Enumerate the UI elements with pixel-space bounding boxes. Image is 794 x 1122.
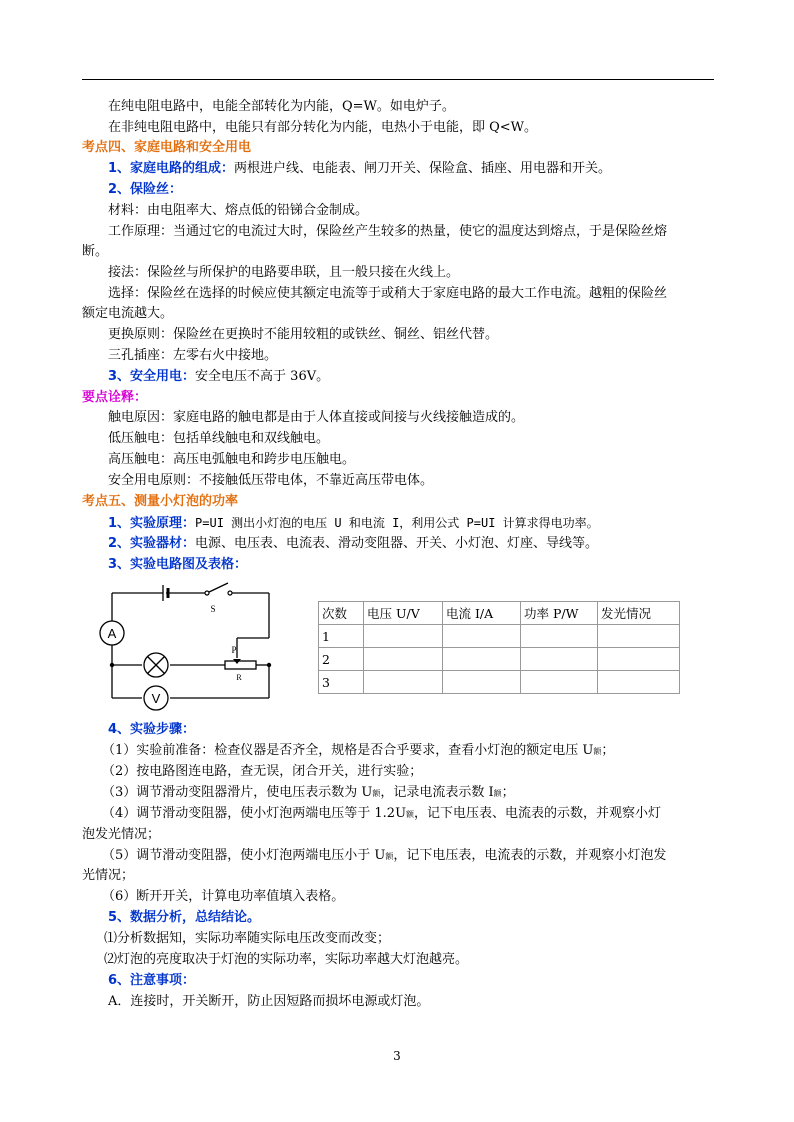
heading-text: P=UI 测出小灯泡的电压 U 和电流 I，利用公式 P=UI 计算求得电功率。 xyxy=(195,516,599,530)
rated-subscript: 额 xyxy=(385,852,394,861)
rated-subscript: 额 xyxy=(493,789,502,798)
fuse-selection: 选择：保险丝在选择的时候应使其额定电流等于或稍大于家庭电路的最大工作电流。越粗的保险丝 xyxy=(108,286,668,301)
rated-subscript: 额 xyxy=(593,747,602,756)
paragraph-pure-resistance: 在纯电阻电路中，电能全部转化为内能，Q=W。如电炉子。 xyxy=(108,99,455,114)
step-text: （4）调节滑动变阻器，使小灯泡两端电压等于 1.2U xyxy=(102,806,407,821)
section-title-4: 考点四、家庭电路和安全用电 xyxy=(82,140,252,155)
table-header-row xyxy=(319,602,680,625)
page-number: 3 xyxy=(393,1049,401,1063)
heading-label: 3、安全用电： xyxy=(108,369,196,384)
circuit-heading xyxy=(82,555,740,575)
table-header: 次数 xyxy=(319,602,364,625)
voltmeter-label: V xyxy=(151,691,161,706)
fuse-material: 材料：由电阻率大、熔点低的铅锑合金制成。 xyxy=(108,203,369,218)
switch-contact xyxy=(228,591,232,595)
circuit-diagram xyxy=(92,578,282,713)
heading-label: 3、实验电路图及表格： xyxy=(108,557,248,572)
table-row xyxy=(319,625,680,648)
conclusion-1: ⑴分析数据知，实际功率随实际电压改变而改变； xyxy=(104,931,391,946)
heading-text: 电源、电压表、电流表、滑动变阻器、开关、小灯泡、灯座、导线等。 xyxy=(195,536,599,551)
table-cell xyxy=(364,625,443,648)
table-cell: 3 xyxy=(319,671,364,694)
table-cell xyxy=(598,625,680,648)
table-header: 发光情况 xyxy=(598,602,680,625)
conclusion-2: ⑵灯泡的亮度取决于灯泡的实际功率，实际功率越大灯泡越亮。 xyxy=(104,952,469,967)
table-cell xyxy=(443,625,521,648)
analysis-heading xyxy=(82,908,740,928)
fuse-principle-cont: 断。 xyxy=(82,244,109,259)
rheostat-body xyxy=(225,661,256,669)
header-rule xyxy=(82,79,714,80)
heading-text: 安全电压不高于 36V。 xyxy=(195,369,330,384)
heading-label: 2、保险丝： xyxy=(108,182,183,197)
switch-label: S xyxy=(210,604,216,614)
note-a: A．连接时，开关断开，防止因短路而损坏电源或灯泡。 xyxy=(108,994,430,1009)
measurement-table xyxy=(318,601,680,694)
switch-contact xyxy=(205,591,209,595)
junction-dot xyxy=(267,663,271,667)
fuse-replacement: 更换原则：保险丝在更换时不能用较粗的或铁丝、铜丝、铝丝代替。 xyxy=(108,327,499,342)
table-cell xyxy=(521,648,598,671)
table-cell xyxy=(443,648,521,671)
table-cell xyxy=(598,648,680,671)
fuse-principle: 工作原理：当通过它的电流过大时，保险丝产生较多的热量，使它的温度达到熔点，于是保险丝熔 xyxy=(108,224,668,239)
step-2: （2）按电路图连电路，查无误，闭合开关，进行实验； xyxy=(102,764,423,779)
step-1: （1）实验前准备：检查仪器是否齐全，规格是否合乎要求，查看小灯泡的额定电压 U额； xyxy=(102,743,615,758)
heading-label: 1、实验原理： xyxy=(108,516,196,531)
table-cell xyxy=(521,671,598,694)
fuse-selection-cont: 额定电流越大。 xyxy=(82,306,174,321)
table-row xyxy=(319,648,680,671)
fuse-heading xyxy=(82,180,740,200)
heading-label: 1、家庭电路的组成： xyxy=(108,161,235,176)
junction-dot xyxy=(110,663,114,667)
heading-text: 两根进户线、电能表、闸刀开关、保险盒、插座、用电器和开关。 xyxy=(234,161,612,176)
step-4-cont: 泡发光情况； xyxy=(82,827,161,842)
table-header: 功率 P/W xyxy=(521,602,598,625)
paragraph-nonpure-resistance: 在非纯电阻电路中，电能只有部分转化为内能，电热小于电能，即 Q<W。 xyxy=(108,120,538,135)
step-text: （5）调节滑动变阻器，使小灯泡两端电压小于 U xyxy=(102,848,386,863)
safety-principle: 安全用电原则：不接触低压带电体，不靠近高压带电体。 xyxy=(108,473,434,488)
fuse-connection: 接法：保险丝与所保护的电路要串联，且一般只接在火线上。 xyxy=(108,265,460,280)
step-text: ，记下电压表、电流表的示数，并观察小灯 xyxy=(414,806,662,821)
heading-label: 4、实验步骤： xyxy=(108,722,196,737)
low-voltage-shock: 低压触电：包括单线触电和双线触电。 xyxy=(108,431,330,446)
high-voltage-shock: 高压触电：高压电弧触电和跨步电压触电。 xyxy=(108,452,356,467)
table-cell xyxy=(443,671,521,694)
step-text: （3）调节滑动变阻器滑片，使电压表示数为 U xyxy=(102,785,373,800)
notes-heading xyxy=(82,971,740,991)
step-3 xyxy=(82,783,734,804)
key-points-title: 要点诠释： xyxy=(82,390,148,405)
heading-label: 5、数据分析，总结结论。 xyxy=(108,910,261,925)
electric-shock-cause: 触电原因：家庭电路的触电都是由于人体直接或间接与火线接触造成的。 xyxy=(108,410,525,425)
ammeter-label: A xyxy=(107,626,117,641)
experiment-equipment xyxy=(82,534,740,554)
table-row xyxy=(319,671,680,694)
resistor-label: R xyxy=(236,673,242,682)
step-text: ，记录电流表示数 I xyxy=(380,785,494,800)
step-4 xyxy=(82,804,734,825)
step-6: （6）断开开关，计算电功率值填入表格。 xyxy=(102,889,345,904)
three-hole-socket: 三孔插座：左零右火中接地。 xyxy=(108,348,278,363)
rated-subscript: 额 xyxy=(406,810,415,819)
steps-heading xyxy=(82,720,740,740)
table-cell xyxy=(521,625,598,648)
step-text: ，记下电压表，电流表的示数，并观察小灯泡发 xyxy=(393,848,667,863)
step-text: （1）实验前准备：检查仪器是否齐全，规格是否合乎要求，查看小灯泡的额定电压 U xyxy=(102,743,594,758)
table-cell: 1 xyxy=(319,625,364,648)
table-header: 电流 I/A xyxy=(443,602,521,625)
step-text: ； xyxy=(501,785,515,800)
table-cell xyxy=(598,671,680,694)
section-title-5: 考点五、测量小灯泡的功率 xyxy=(82,494,239,509)
table-cell xyxy=(364,648,443,671)
safe-electricity xyxy=(82,367,740,387)
heading-label: 2、实验器材： xyxy=(108,536,196,551)
heading-label: 6、注意事项： xyxy=(108,973,196,988)
household-circuit-composition xyxy=(82,159,740,179)
step-5 xyxy=(82,846,734,867)
table-cell: 2 xyxy=(319,648,364,671)
table-cell xyxy=(364,671,443,694)
step-5-cont: 光情况； xyxy=(82,868,135,883)
experiment-principle xyxy=(82,513,740,534)
table-header: 电压 U/V xyxy=(364,602,443,625)
slider-label: P xyxy=(231,645,237,655)
rated-subscript: 额 xyxy=(372,789,381,798)
